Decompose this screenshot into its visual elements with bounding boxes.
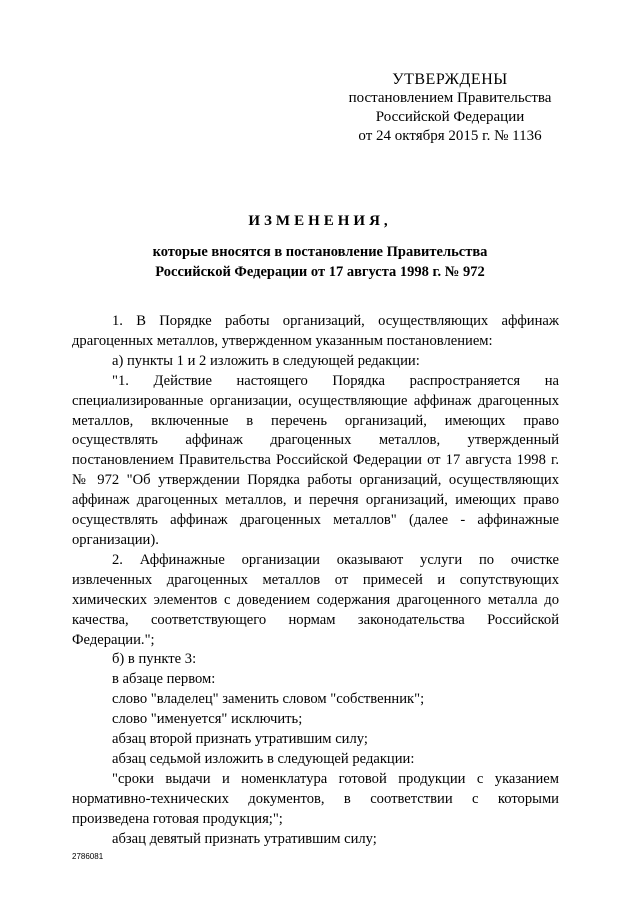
paragraph-8: слово "именуется" исключить; — [112, 711, 303, 728]
paragraph-11: "сроки выдачи и номенклатура готовой продукции с указанием нормативно-технических документов, в соответствии с которыми произведена готовая продукция;"; — [72, 770, 559, 827]
approval-block — [330, 70, 570, 146]
paragraph-6: в абзаце первом: — [112, 671, 216, 688]
paragraph-9: абзац второй признать утратившим силу; — [112, 731, 368, 748]
document-title: ИЗМЕНЕНИЯ, — [248, 213, 392, 229]
approved-authority-line: Российской Федерации — [375, 109, 525, 125]
paragraph-1: 1. В Порядке работы организаций, осуществляющих аффинаж драгоценных металлов, утвержденном указанным постановлением: — [72, 313, 559, 349]
document-subtitle — [0, 242, 640, 282]
paragraph-4: 2. Аффинажные организации оказывают услуги по очистке извлеченных драгоценных металлов от примесей и сопутствующих химических элементов с доведением содержания драгоценного металла до качества, соответствующего нормам законодательства Российской Федерации."; — [72, 551, 559, 648]
approved-date-number-line: от 24 октября 2015 г. № 1136 — [358, 128, 542, 144]
subtitle-line-1: которые вносятся в постановление Правительства — [152, 244, 488, 260]
document-body — [72, 312, 559, 849]
paragraph-7: слово "владелец" заменить словом "собственник"; — [112, 691, 425, 708]
paragraph-2: а) пункты 1 и 2 изложить в следующей редакции: — [112, 352, 420, 369]
paragraph-3: "1. Действие настоящего Порядка распространяется на специализированные организации, осуществляющие аффинаж драгоценных металлов, включенные в перечень организаций, имеющих право осуществлять аффинаж драгоценных металлов, утвержденный постановлением Правительства Российской Федерации от 17 августа 1998 г. № 972 "Об утверждении Порядка работы организаций, осуществляющих аффинаж драгоценных металлов, и перечня организаций, имеющих право осуществлять аффинаж драгоценных металлов" (далее - аффинажные организации). — [72, 372, 559, 548]
paragraph-10: абзац седьмой изложить в следующей редакции: — [112, 750, 415, 767]
paragraph-12: абзац девятый признать утратившим силу; — [112, 830, 377, 847]
paragraph-5: б) в пункте 3: — [112, 651, 197, 668]
subtitle-line-2: Российской Федерации от 17 августа 1998 г. № 972 — [155, 264, 485, 280]
approved-by-line: постановлением Правительства — [348, 90, 552, 106]
approved-caption: УТВЕРЖДЕНЫ — [392, 71, 508, 88]
document-code: 2786081 — [72, 852, 104, 861]
